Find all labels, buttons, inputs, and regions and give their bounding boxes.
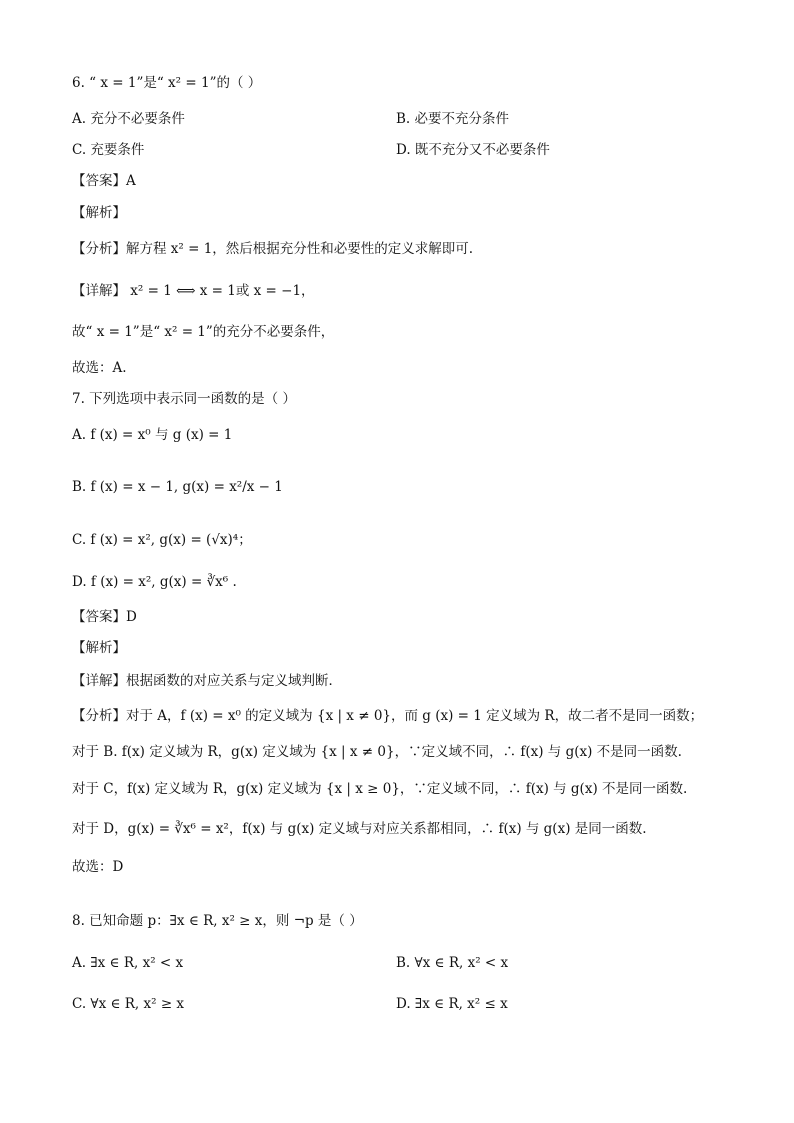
q6-stem: 6. “ x = 1”是“ x² = 1”的（ ） xyxy=(72,75,262,91)
q7-line-d: 对于 D，g(x) = ∛x⁶ = x²，f(x) 与 g(x) 定义域与对应关系都相同，∴ f(x) 与 g(x) 是同一函数. xyxy=(72,821,647,837)
q6-analysis-heading: 【解析】 xyxy=(72,205,126,221)
q8-option-c: C. ∀x ∈ R, x² ≥ x xyxy=(72,996,185,1012)
q7-fenxi: 【分析】对于 A，f (x) = x⁰ 的定义域为 {x | x ≠ 0}，而 g (x) = 1 定义域为 R，故二者不是同一函数； xyxy=(72,708,704,724)
q7-stem: 7. 下列选项中表示同一函数的是（ ） xyxy=(72,391,296,407)
q7-option-a: A. f (x) = x⁰ 与 g (x) = 1 xyxy=(72,427,233,443)
q7-analysis-heading: 【解析】 xyxy=(72,640,126,656)
q8-option-d: D. ∃x ∈ R, x² ≤ x xyxy=(396,996,508,1012)
q6-choose: 故选：A. xyxy=(72,360,127,376)
q6-answer: 【答案】A xyxy=(72,173,136,189)
q7-choose: 故选：D xyxy=(72,859,124,875)
q6-xiangjie: 【详解】 x² = 1 ⟺ x = 1或 x = −1， xyxy=(72,283,315,299)
q7-answer: 【答案】D xyxy=(72,609,137,625)
q6-option-b: B. 必要不充分条件 xyxy=(396,111,510,127)
q7-line-b: 对于 B. f(x) 定义域为 R，g(x) 定义域为 {x | x ≠ 0}，∵定义域不同，∴ f(x) 与 g(x) 不是同一函数. xyxy=(72,744,682,760)
q6-option-d: D. 既不充分又不必要条件 xyxy=(396,142,550,158)
q7-option-b: B. f (x) = x − 1, g(x) = x²/x − 1 xyxy=(72,479,283,495)
q7-xiangjie: 【详解】根据函数的对应关系与定义域判断． xyxy=(72,673,342,689)
q6-conclusion: 故“ x = 1”是“ x² = 1”的充分不必要条件， xyxy=(72,324,335,340)
q8-stem: 8. 已知命题 p：∃x ∈ R, x² ≥ x，则 ¬p 是（ ） xyxy=(72,913,363,929)
q7-option-d: D. f (x) = x², g(x) = ∛x⁶ . xyxy=(72,574,237,590)
q6-option-a: A. 充分不必要条件 xyxy=(72,111,185,127)
q6-option-c: C. 充要条件 xyxy=(72,142,145,158)
q7-option-c: C. f (x) = x², g(x) = (√x)⁴； xyxy=(72,532,252,548)
q8-option-a: A. ∃x ∈ R, x² < x xyxy=(72,955,184,971)
q8-option-b: B. ∀x ∈ R, x² < x xyxy=(396,955,509,971)
q6-fenxi: 【分析】解方程 x² = 1，然后根据充分性和必要性的定义求解即可. xyxy=(72,241,474,257)
q7-line-c: 对于 C，f(x) 定义域为 R，g(x) 定义域为 {x | x ≥ 0}，∵定义域不同，∴ f(x) 与 g(x) 不是同一函数. xyxy=(72,781,688,797)
